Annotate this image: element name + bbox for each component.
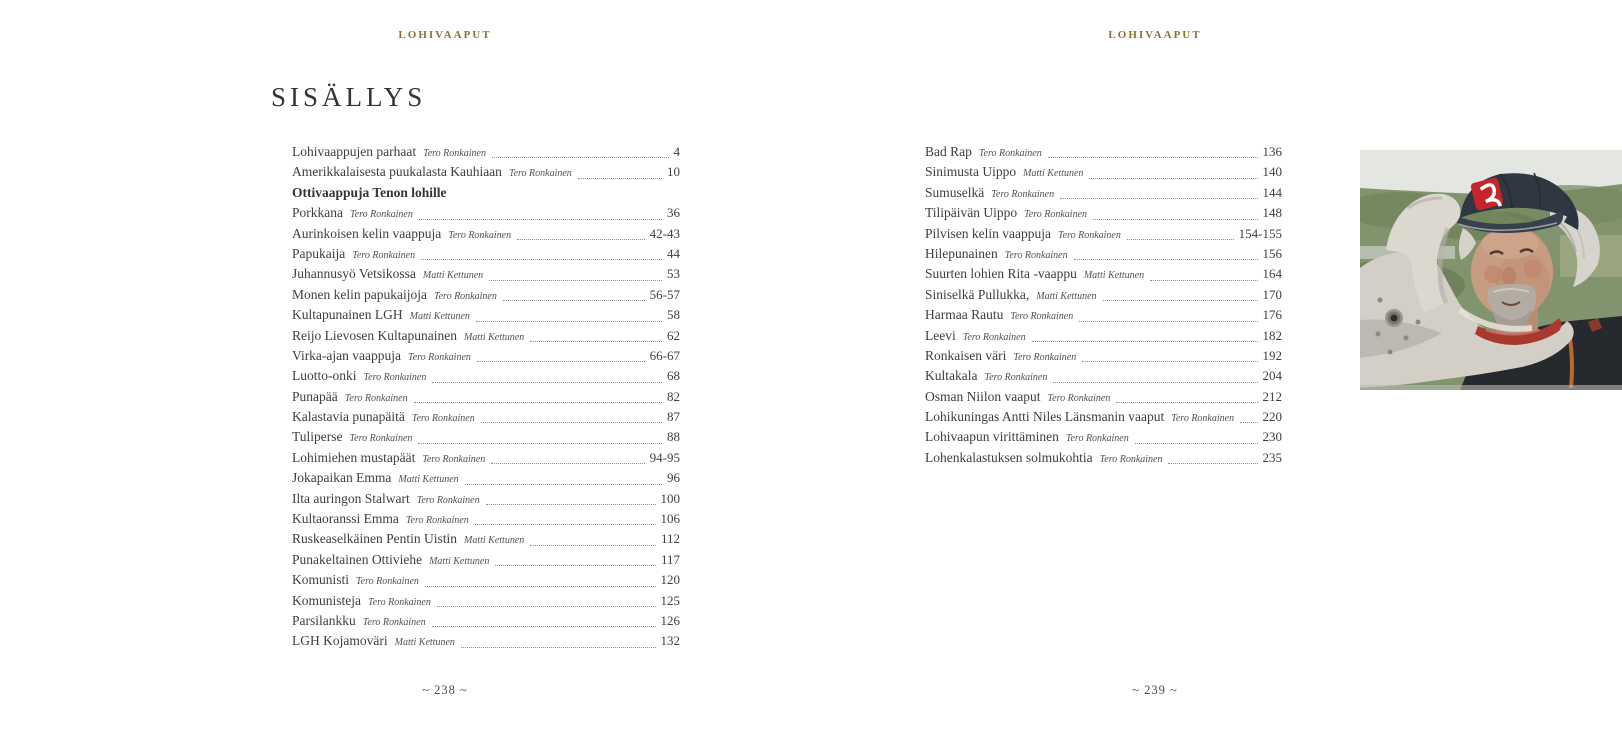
toc-entry-author: Tero Ronkainen xyxy=(1057,229,1121,241)
toc-entry-author: Tero Ronkainen xyxy=(405,515,469,527)
toc-entry-author: Tero Ronkainen xyxy=(344,392,408,404)
toc-entry-title: Harmaa Rautu xyxy=(925,307,1004,323)
toc-entry-page: 42-43 xyxy=(649,225,680,241)
toc-entry-author: Tero Ronkainen xyxy=(1024,209,1088,221)
toc-entry-author: Tero Ronkainen xyxy=(363,372,427,384)
toc-entry-author: Tero Ronkainen xyxy=(991,188,1055,200)
toc-entry-page: 144 xyxy=(1262,184,1282,200)
toc-entry-title: Lohenkalastuksen solmukohtia xyxy=(925,449,1093,465)
toc-entry-page: 96 xyxy=(667,470,680,486)
toc-entry-title: Jokapaikan Emma xyxy=(292,470,392,486)
toc-entry-row xyxy=(925,244,1282,264)
toc-entry-row xyxy=(925,346,1282,366)
toc-entry-author: Tero Ronkainen xyxy=(349,433,413,445)
toc-entry-author: Tero Ronkainen xyxy=(423,148,486,159)
toc-entry-row xyxy=(292,427,680,447)
toc-entry-page: 62 xyxy=(667,327,680,343)
toc-entry-title: Kultaoranssi Emma xyxy=(292,511,399,527)
toc-entry-row xyxy=(292,407,680,427)
toc-entry-page: 112 xyxy=(660,531,680,547)
toc-entry-title: Lohivaappujen parhaat xyxy=(292,144,417,159)
toc-entry-author: Matti Kettunen xyxy=(422,270,484,282)
toc-entry-row xyxy=(292,142,680,162)
toc-entry-author: Matti Kettunen xyxy=(463,535,525,547)
toc-entry-title: Ilta auringon Stalwart xyxy=(292,490,410,506)
toc-entry-title: LGH Kojamoväri xyxy=(292,633,388,649)
toc-entry-row xyxy=(292,550,680,570)
toc-entry-title: Papukaija xyxy=(292,245,346,261)
toc-entry-row xyxy=(292,305,680,325)
toc-entry-page: 87 xyxy=(667,409,680,425)
toc-entry-title: Ruskeaselkäinen Pentin Uistin xyxy=(292,531,457,547)
page-number-left: ~ 238 ~ xyxy=(422,683,468,697)
toc-entry-author: Tero Ronkainen xyxy=(962,331,1026,343)
toc-entry-title: Pilvisen kelin vaappuja xyxy=(925,225,1051,241)
toc-entry-page: 182 xyxy=(1262,327,1282,343)
toc-list-left xyxy=(292,142,680,652)
toc-entry-row xyxy=(925,183,1282,203)
toc-entry-row xyxy=(292,285,680,305)
toc-entry-row xyxy=(292,264,680,284)
toc-entry-row xyxy=(925,448,1282,468)
toc-entry-row xyxy=(925,203,1282,223)
toc-entry-row xyxy=(292,468,680,488)
toc-leader-dots xyxy=(418,443,662,444)
toc-leader-dots xyxy=(1079,321,1257,322)
toc-entry-author: Matti Kettunen xyxy=(394,637,455,649)
toc-entry-page: 58 xyxy=(667,307,680,323)
toc-entry-author: Tero Ronkainen xyxy=(448,229,512,241)
toc-leader-dots xyxy=(476,321,662,322)
toc-entry-title: Leevi xyxy=(925,327,956,343)
toc-entry-page: 126 xyxy=(660,612,680,628)
toc-entry-row xyxy=(292,591,680,611)
toc-leader-dots xyxy=(421,259,662,260)
toc-entry-author: Tero Ronkainen xyxy=(352,249,416,261)
toc-entry-page: 132 xyxy=(660,633,680,649)
toc-leader-dots xyxy=(1116,402,1257,403)
toc-entry-author: Tero Ronkainen xyxy=(411,413,475,425)
toc-entry-page: 100 xyxy=(660,490,680,506)
toc-entry-row xyxy=(292,224,680,244)
toc-entry-page: 10 xyxy=(667,164,680,180)
toc-leader-dots xyxy=(461,647,656,648)
toc-entry-author: Tero Ronkainen xyxy=(422,453,486,465)
toc-leader-dots xyxy=(477,361,645,362)
toc-entry-title: Lohimiehen mustapäät xyxy=(292,449,416,465)
toc-entry-title: Juhannusyö Vetsikossa xyxy=(292,266,416,282)
toc-entry-title: Komunisti xyxy=(292,572,350,588)
toc-leader-dots xyxy=(1093,219,1257,220)
toc-leader-dots xyxy=(1150,280,1257,281)
toc-entry-title: Tuliperse xyxy=(292,429,343,445)
toc-entry-row xyxy=(292,183,680,203)
toc-entry-author: Tero Ronkainen xyxy=(408,351,471,363)
toc-entry-title: Lohivaapun virittäminen xyxy=(925,429,1059,445)
toc-entry-author: Tero Ronkainen xyxy=(368,596,431,608)
toc-entry-page: 212 xyxy=(1262,388,1282,404)
toc-entry-page: 4 xyxy=(673,144,680,159)
toc-entry-title: Porkkana xyxy=(292,205,343,221)
toc-entry-page: 94-95 xyxy=(649,449,680,465)
toc-leader-dots xyxy=(486,504,656,505)
toc-entry-author: Matti Kettunen xyxy=(409,311,470,323)
toc-leader-dots xyxy=(425,586,656,587)
toc-entry-row xyxy=(925,264,1282,284)
toc-entry-author: Matti Kettunen xyxy=(463,331,525,343)
toc-leader-dots xyxy=(414,402,662,403)
toc-entry-author: Matti Kettunen xyxy=(429,555,490,567)
toc-entry-title: Osman Niilon vaaput xyxy=(925,388,1041,404)
toc-entry-author: Tero Ronkainen xyxy=(1010,311,1074,323)
toc-entry-page: 53 xyxy=(667,266,680,282)
toc-entry-title: Hilepunainen xyxy=(925,245,998,261)
toc-entry-title: Luotto-onki xyxy=(292,368,357,384)
toc-leader-dots xyxy=(1048,157,1258,158)
toc-entry-page: 82 xyxy=(667,388,680,404)
toc-entry-author: Tero Ronkainen xyxy=(1099,453,1163,465)
toc-entry-row xyxy=(292,611,680,631)
toc-entry-page: 220 xyxy=(1262,409,1282,425)
toc-entry-page: 120 xyxy=(660,572,680,588)
toc-entry-row xyxy=(292,366,680,386)
toc-leader-dots xyxy=(578,178,662,179)
running-header-left: LOHIVAAPUT xyxy=(398,29,492,41)
toc-leader-dots xyxy=(1168,463,1257,464)
toc-entry-row xyxy=(292,529,680,549)
toc-entry-author: Tero Ronkainen xyxy=(1004,249,1068,261)
toc-leader-dots xyxy=(491,463,644,464)
toc-entry-row xyxy=(925,142,1282,162)
toc-leader-dots xyxy=(492,157,669,158)
toc-leader-dots xyxy=(437,606,656,607)
toc-entry-title: Ronkaisen väri xyxy=(925,347,1007,363)
toc-entry-row xyxy=(925,427,1282,447)
toc-entry-title: Punakeltainen Ottiviehe xyxy=(292,551,423,567)
toc-leader-dots xyxy=(1240,422,1257,423)
toc-entry-author: Tero Ronkainen xyxy=(416,494,480,506)
toc-entry-title: Parsilankku xyxy=(292,612,356,628)
toc-leader-dots xyxy=(503,300,645,301)
toc-entry-page: 154-155 xyxy=(1238,225,1282,241)
toc-leader-dots xyxy=(530,545,656,546)
toc-list-right xyxy=(925,142,1282,468)
toc-entry-row xyxy=(925,224,1282,244)
toc-entry-title: Tilipäivän Uippo xyxy=(925,205,1018,221)
toc-entry-row xyxy=(925,305,1282,325)
toc-leader-dots xyxy=(1135,443,1258,444)
toc-entry-row xyxy=(292,570,680,590)
toc-entry-row xyxy=(925,162,1282,182)
toc-entry-page: 156 xyxy=(1262,245,1282,261)
toc-leader-dots xyxy=(530,341,662,342)
toc-entry-row xyxy=(292,203,680,223)
toc-leader-dots xyxy=(1074,259,1258,260)
toc-entry-author: Tero Ronkainen xyxy=(1065,433,1129,445)
toc-entry-row xyxy=(292,448,680,468)
toc-leader-dots xyxy=(1032,341,1258,342)
toc-entry-page: 192 xyxy=(1262,347,1282,363)
toc-entry-page: 176 xyxy=(1262,307,1282,323)
toc-leader-dots xyxy=(489,280,662,281)
toc-entry-title: Sinimusta Uippo xyxy=(925,164,1017,180)
toc-entry-title: Kultakala xyxy=(925,368,978,384)
toc-entry-page: 164 xyxy=(1262,266,1282,282)
toc-entry-page: 68 xyxy=(667,368,680,384)
toc-entry-author: Tero Ronkainen xyxy=(433,290,497,302)
toc-entry-title: Reijo Lievosen Kultapunainen xyxy=(292,327,457,343)
toc-entry-row xyxy=(925,387,1282,407)
toc-leader-dots xyxy=(432,382,662,383)
toc-entry-page: 148 xyxy=(1262,205,1282,221)
toc-leader-dots xyxy=(495,565,656,566)
toc-entry-title: Kultapunainen LGH xyxy=(292,307,403,323)
toc-entry-title: Siniselkä Pullukka, xyxy=(925,286,1030,302)
toc-entry-page: 204 xyxy=(1262,368,1282,384)
toc-entry-page: 230 xyxy=(1262,429,1282,445)
toc-entry-title: Ottivaappuja Tenon lohille xyxy=(292,184,447,200)
toc-leader-dots xyxy=(1103,300,1258,301)
toc-entry-row xyxy=(292,387,680,407)
toc-leader-dots xyxy=(1053,382,1257,383)
toc-entry-row xyxy=(292,631,680,651)
toc-leader-dots xyxy=(481,422,662,423)
toc-entry-row xyxy=(292,326,680,346)
toc-entry-author: Matti Kettunen xyxy=(398,474,459,486)
toc-entry-author: Matti Kettunen xyxy=(1023,168,1084,180)
toc-entry-title: Kalastavia punapäitä xyxy=(292,409,405,425)
toc-entry-author: Tero Ronkainen xyxy=(1171,413,1235,425)
toc-entry-page: 106 xyxy=(660,511,680,527)
toc-entry-author: Tero Ronkainen xyxy=(508,168,572,180)
toc-entry-title: Bad Rap xyxy=(925,144,972,159)
toc-entry-title: Sumuselkä xyxy=(925,184,985,200)
toc-entry-page: 140 xyxy=(1262,164,1282,180)
toc-leader-dots xyxy=(1082,361,1257,362)
toc-entry-author: Tero Ronkainen xyxy=(978,148,1042,159)
toc-entry-page: 136 xyxy=(1262,144,1282,159)
toc-entry-page: 117 xyxy=(660,551,680,567)
toc-entry-row xyxy=(925,366,1282,386)
toc-entry-author: Tero Ronkainen xyxy=(350,209,413,221)
toc-entry-title: Virka-ajan vaappuja xyxy=(292,347,402,363)
page-number-right: ~ 239 ~ xyxy=(1132,683,1178,697)
toc-entry-author: Matti Kettunen xyxy=(1036,290,1097,302)
toc-entry-title: Punapää xyxy=(292,388,338,404)
toc-entry-author: Tero Ronkainen xyxy=(1013,351,1077,363)
toc-leader-dots xyxy=(517,239,645,240)
toc-entry-page: 66-67 xyxy=(649,347,680,363)
toc-entry-page: 125 xyxy=(660,592,680,608)
toc-leader-dots xyxy=(1089,178,1257,179)
toc-entry-page: 235 xyxy=(1262,449,1282,465)
toc-entry-page: 88 xyxy=(667,429,680,445)
toc-entry-row xyxy=(925,407,1282,427)
toc-entry-page: 170 xyxy=(1262,286,1282,302)
toc-entry-row xyxy=(292,489,680,509)
toc-entry-row xyxy=(292,244,680,264)
toc-leader-dots xyxy=(1060,198,1257,199)
toc-entry-author: Matti Kettunen xyxy=(1083,270,1145,282)
toc-leader-dots xyxy=(432,626,656,627)
toc-entry-author: Tero Ronkainen xyxy=(356,576,419,588)
toc-entry-row xyxy=(925,285,1282,305)
toc-entry-author: Tero Ronkainen xyxy=(1047,392,1111,404)
toc-entry-author: Tero Ronkainen xyxy=(362,616,426,628)
toc-leader-dots xyxy=(475,524,656,525)
toc-entry-page: 44 xyxy=(667,245,680,261)
toc-leader-dots xyxy=(1127,239,1234,240)
toc-entry-title: Monen kelin papukaijoja xyxy=(292,286,427,302)
toc-entry-page: 36 xyxy=(667,205,680,221)
running-header-right: LOHIVAAPUT xyxy=(1108,29,1202,41)
toc-entry-title: Amerikkalaisesta puukalasta Kauhiaan xyxy=(292,164,502,180)
toc-entry-title: Lohikuningas Antti Niles Länsmanin vaaput xyxy=(925,409,1165,425)
fisherman-salmon-illustration xyxy=(1360,150,1622,390)
toc-entry-row xyxy=(292,346,680,366)
toc-entry-page: 56-57 xyxy=(649,286,680,302)
toc-leader-dots xyxy=(419,219,662,220)
toc-entry-title: Suurten lohien Rita -vaappu xyxy=(925,266,1077,282)
toc-entry-row xyxy=(292,162,680,182)
toc-entry-row xyxy=(292,509,680,529)
fisherman-salmon-photo xyxy=(1360,150,1622,390)
toc-leader-dots xyxy=(465,484,662,485)
toc-title: SISÄLLYS xyxy=(271,82,427,112)
toc-entry-title: Aurinkoisen kelin vaappuja xyxy=(292,225,442,241)
toc-entry-author: Tero Ronkainen xyxy=(984,372,1048,384)
toc-entry-row xyxy=(925,326,1282,346)
toc-entry-title: Komunisteja xyxy=(292,592,361,608)
